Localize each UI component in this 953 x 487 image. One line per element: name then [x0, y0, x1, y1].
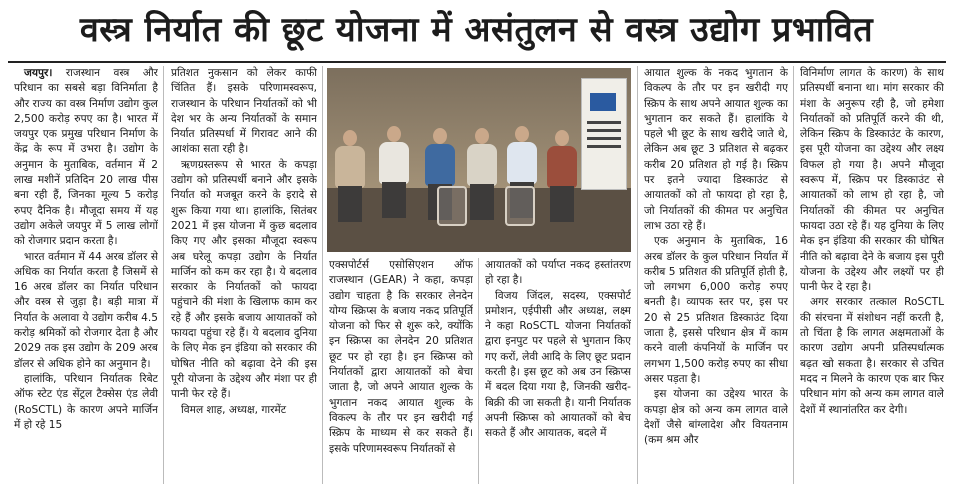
column-divider [793, 66, 794, 484]
column-divider [478, 258, 479, 484]
column-5-paragraph: एक अनुमान के मुताबिक, 16 अरब डॉलर के कुल परिधान निर्यात में करीब 5 प्रतिशत की प्रतिपूर्ति होती है, जो लगभग 6,000 करोड़ रुपए बनती है। व्यापक स्तर पर, इस पर 20 से 25 प्रतिशत डिस्काउंट दिया जाता है, इससे परिधान क्षेत्र में काम करने वाली कंपनियों के मार्जिन पर लगभग 1,500 करोड़ रुपए का सीधा असर पड़ता है। [644, 235, 788, 385]
column-4-paragraph: विजय जिंदल, सदस्य, एक्सपोर्ट प्रमोशन, एईपीसी और अध्यक्ष, लक्ष्म ने कहा RoSCTL योजना निर्यातकों द्वारा इनपुट पर पहले से भुगतान किए गए करों, लेवी आदि के लिए छूट प्रदान करती है। इस छूट को अब उन स्क्रिप्स में बदल दिया गया है, जिनकी खरीद-बिक्री की जा सकती है। यानी निर्यातक अपनी स्क्रिप्स को आयातकों को बेच सकते हैं और आयातक, बदले में [485, 289, 631, 440]
dateline: जयपुर। [24, 67, 53, 79]
association-logo [590, 93, 616, 111]
headline-rule [8, 61, 946, 63]
column-5-paragraph: इस योजना का उद्देश्य भारत के कपड़ा क्षेत्र को अन्य कम लागत वाले देशों जैसे बांग्लादेश और वियतनाम (कम श्रम और [644, 388, 788, 447]
column-2 [171, 66, 317, 484]
column-1-paragraph: हालांकि, परिधान निर्यातक रिबेट ऑफ स्टेट एंड सेंट्रल टैक्सेस एंड लेवी (RoSCTL) के कारण अपने मार्जिन में हो रहे 15 [14, 372, 158, 431]
association-banner [581, 78, 627, 190]
column-6-paragraph: विनिर्माण लागत के कारण) के साथ प्रतिस्पर्धी बनाना था। मांग सरकार की मंशा के अनुरूप रही है, जो हमेशा निर्यातकों को प्रतिपूर्ति करने की थी, लेकिन स्क्रिप के डिस्काउंट के कारण, इस पूरी योजना का उद्देश्य और लक्ष्य विफल हो गया है। अपने मौजूदा स्वरूप में, स्क्रिप पर डिस्काउंट से आयातकों को लाभ हो रहा है, जो निर्यातकों की कीमत पर अनुचित फायदा उठा रहे हैं। यह दुनिया के लिए मेक इन इंडिया की सरकार की घोषित नीति को बढ़ावा देने के बजाय इस पूरी योजना के उद्देश्य और लक्ष्यों पर ही पानी फेर दे रहा है। [800, 67, 944, 294]
column-5 [644, 66, 788, 484]
banner-text-line [587, 145, 621, 148]
photo-table [437, 186, 467, 226]
column-1 [14, 66, 158, 484]
column-2-paragraph: विमल शाह, अध्यक्ष, गारमेंट [181, 403, 287, 416]
column-divider [322, 66, 323, 484]
banner-text-line [587, 129, 621, 132]
column-divider [637, 66, 638, 484]
photo-caption-text: एक्सपोर्टर्स एसोसिएशन ऑफ राजस्थान (GEAR) ने कहा, कपड़ा उद्योग चाहता है कि सरकार लेनदेन योग्य स्क्रिप्स के बजाय नकद प्रतिपूर्ति योजना को फिर से शुरू करे, क्योंकि इन स्क्रिप्स का लेनदेन 20 प्रतिशत छूट पर हो रहा है। इन स्क्रिप्स को निर्यातकों द्वारा आयातकों को बेचा जाता है, जो अपने आयात शुल्क के भुगतान नकद आयात शुल्क के विकल्प के तौर पर इन खरीदी गई स्क्रिप के माध्यम से कर सकते हैं। इसके परिणामस्वरूप निर्यातकों से [329, 259, 473, 455]
banner-text-line [587, 121, 621, 124]
column-2-paragraph: प्रतिशत नुकसान को लेकर काफी चिंतित हैं। इसके परिणामस्वरूप, राजस्थान के परिधान निर्यातकों को भी देश भर के अन्य निर्यातकों के समान निर्यात प्रतिस्पर्धा में गिरावट आने की आशंका सता रही है। [171, 67, 317, 156]
photo-table [505, 186, 535, 226]
column-3 [329, 258, 473, 484]
column-1-paragraph: भारत वर्तमान में 44 अरब डॉलर से अधिक का निर्यात करता है जिसमें से 16 अरब डॉलर का निर्यात परिधान और वस्त्र से जुड़ा है। बड़ी मात्रा में निर्यात के अलावा ये उद्योग करीब 4.5 करोड़ श्रमिकों को रोजगार देता है और 2029 तक इस उद्योग के 209 अरब डॉलर से अधिक होने का अनुमान है। [14, 250, 158, 370]
column-divider [163, 66, 164, 484]
column-2-paragraph: ऋणग्रस्तरूप से भारत के कपड़ा उद्योग को प्रतिस्पर्धी बनाने और इसके निर्यात को मजबूत करने के इरादे से शुरू किया गया था। हालांकि, सितंबर 2021 में इस योजना में कुछ बदलाव किए गए और इसका मौजूदा स्वरूप अब घरेलू कपड़ा उद्योग के निर्यात मार्जिन को कम कर रहा है। ये बदलाव सरकार के निर्यातकों को फायदा पहुंचाने की मंशा के खिलाफ काम कर रहे हैं और इसके बजाय आयातकों को फायदा पहुंचा रहे हैं। ये बदलाव दुनिया के लिए मेक इन इंडिया को सरकार की घोषित नीति को बढ़ावा देने की इस पूरी योजना के उद्देश्य और मंशा पर ही पानी फेर रहे हैं। [171, 158, 317, 401]
column-6 [800, 66, 944, 484]
banner-text-line [587, 137, 621, 140]
column-1-paragraph: जयपुर। राजस्थान वस्त्र और परिधान का सबसे बड़ा विनिर्माता है और राज्य का वस्त्र निर्माण उद्योग कुल 2,500 करोड़ रुपए का है। भारत में जयपुर एक प्रमुख परिधान निर्माण के केंद्र के रूप में उभरा है। उद्योग के अनुमान के मुताबिक, वर्तमान में 2 लाख मशीनें प्रतिदिन 20 लाख पीस बना रही हैं, जिनका मूल्य 5 करोड़ रुपए दैनिक है। मौजूदा समय में यह उद्योग अकेले जयपुर में 5 लाख लोगों को रोजगार प्रदान करता है। [14, 67, 158, 248]
column-6-paragraph: अगर सरकार तत्काल RoSCTL की संरचना में संशोधन नहीं करती है, तो चिंता है कि लागत अक्षमताओं के कारण उद्योग अपनी प्रतिस्पर्धात्मक बढ़त खो सकता है। सरकार से उचित मदद न मिलने के कारण एक बार फिर परिधान मांग को अन्य कम लागत वाले देशों में स्थानांतरित कर देगी। [800, 296, 944, 416]
headline: वस्त्र निर्यात की छूट योजना में असंतुलन से वस्त्र उद्योग प्रभावित [79, 10, 874, 50]
column-4-paragraph: आयातकों को पर्याप्त नकद हस्तांतरण हो रहा है। [485, 259, 631, 287]
column-5-paragraph: आयात शुल्क के नकद भुगतान के विकल्प के तौर पर इन खरीदी गए स्क्रिप के साथ अपने आयात शुल्क का भुगतान कर सकते हैं। हालांकि ये पहले भी छूट के साथ खरीदे जाते थे, लेकिन अब छूट 3 प्रतिशत से बढ़कर करीब 20 प्रतिशत हो गई है। स्क्रिप पर इतने ज्यादा डिस्काउंट से आयातकों को तो फायदा हो रहा है, जो निर्यातकों की कीमत पर अनुचित लाभ उठा रहे हैं। [644, 67, 788, 232]
event-photo [327, 68, 631, 252]
column-4 [485, 258, 631, 484]
